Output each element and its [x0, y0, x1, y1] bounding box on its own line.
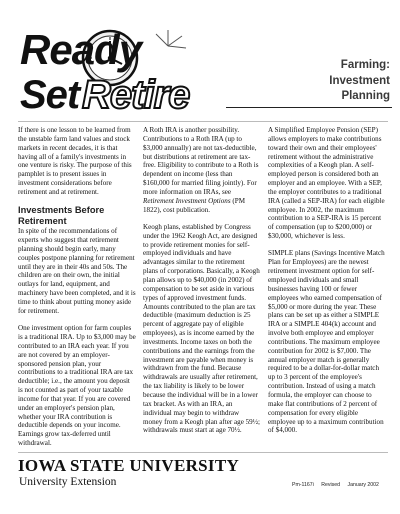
extension-name: University Extension — [19, 476, 117, 488]
paragraph-sep: A Simplified Employee Pension (SEP) allows employers to make contributions toward their own and their employees' retirement without the administrative complexities of a Keogh plan. A self-employed person is considered both an employer and an employee. With a SEP, the employer contributes to a traditional IRA (called a SEP-IRA) for each eligible employee. In 2002, the maximum contribution to a SEP-IRA is 15 percent of compensation (up to $200,000) or $30,000, whichever is less. — [268, 126, 385, 241]
roth-text-a: A Roth IRA is another possibility. Contributions to a Roth IRA (up to $3,000 annually) are not tax-deductible, but distributions at retirement are tax-free. Eligibility to contribute to a Roth is dependent on income (less than $160,000 for married filing jointly). For more information on IRAs, see — [143, 126, 259, 196]
footer-divider — [18, 452, 388, 453]
title-line-2: Investment — [329, 74, 390, 87]
column-3 — [268, 126, 386, 444]
intro-paragraph: If there is one lesson to be learned from the unstable farm land values and stock markets in recent decades, it is that having all of a family's investments in one venture is risky. The purpose of this pamphlet is to present issues in investment considerations before retirement and at retirement. — [18, 126, 132, 196]
publication-info — [292, 482, 385, 488]
column-2 — [143, 126, 260, 444]
sunburst-icon — [156, 30, 186, 48]
paragraph-planning-early: In spite of the recommendations of experts who suggest that retirement planning should begin early, many couples postpone planning for retirement until they are in their 40s and 50s. The children are on their own, the initial outlays for land, equipment, and machinery have been completed, and it is time to think about putting money aside for retirement. — [18, 227, 136, 315]
paragraph-roth-ira — [143, 126, 260, 214]
logo-retire: Retire — [82, 73, 190, 117]
ready-set-retire-logo — [18, 16, 218, 134]
header-divider — [18, 121, 388, 122]
university-name: IOWA STATE UNIVERSITY — [18, 456, 240, 475]
pub-number: Pm-1167i — [292, 482, 314, 488]
title-divider — [226, 107, 392, 108]
pub-date: January 2002 — [347, 482, 379, 488]
paragraph-keogh-plans: Keogh plans, established by Congress under the 1962 Keogh Act, are designed to provide retirement monies for self-employed individuals and have advantages similar to the retirement plans of corporations. Basically, a Keogh plan allows up to $40,000 (in 2002) of compensation to be set aside in various types of approved investment funds. Amounts contributed to the plan are tax deductible (maximum deduction is 25 percent of aggregate pay of eligible employees), as is income earned by the investments. Income taxes on both the contributions and the earnings from the investment are payable when money is withdrawn from the fund. Because withdrawals are usually after retirement, the tax liability is likely to be lower because the individual will be in a lower tax bracket. As with an IRA, an individual may begin to withdraw money from a Keogh plan after age 59½; withdrawals must start at age 70½. — [143, 222, 261, 435]
logo-ready: Ready — [20, 26, 142, 73]
paragraph-traditional-ira: One investment option for farm couples is a traditional IRA. Up to $3,000 may be contributed to an IRA each year. If you are not covered by an employer-sponsored pension plan, your contributions to a traditional IRA are tax deductible; i.e., the amount you deposit is not counted as part of your taxable income for that year. If you are covered under an employer's pension plan, whether your IRA contribution is deductible depends on your income. Earnings grow tax-deferred until withdrawal. — [18, 324, 136, 448]
logo-set: Set — [20, 73, 80, 117]
publication-title: Retirement Investment Options — [143, 196, 231, 205]
section-heading-investments-before-retirement: Investments Before Retirement — [18, 205, 105, 226]
title-line-1: Farming: — [340, 59, 390, 71]
revised-label: Revised — [321, 482, 341, 488]
paragraph-simple-plans: SIMPLE plans (Savings Incentive Match Plan for Employees) are the newest retirement investment option for self-employed individuals and small businesses having 100 or fewer employees who earned compensation of $5,000 or more during the year. These plans can be set up as either a SIMPLE IRA or a SIMPLE 404(k) account and involve both employee and employer contributions. The maximum employee contribution for 2002 is $7,000. The annual employer match is generally required to be a dollar-for-dollar match up to 3 percent of the employee's contribution. Instead of using a match formula, the employer can choose to make flat contributions of 2 percent of compensation for every eligible employee up to a maximum contribution of $4,000. — [268, 249, 385, 435]
roth-text-b: (PM 1822), cost publication. — [143, 196, 245, 214]
title-line-3: Planning — [341, 90, 390, 102]
page-title — [232, 58, 390, 105]
column-1 — [18, 126, 136, 457]
